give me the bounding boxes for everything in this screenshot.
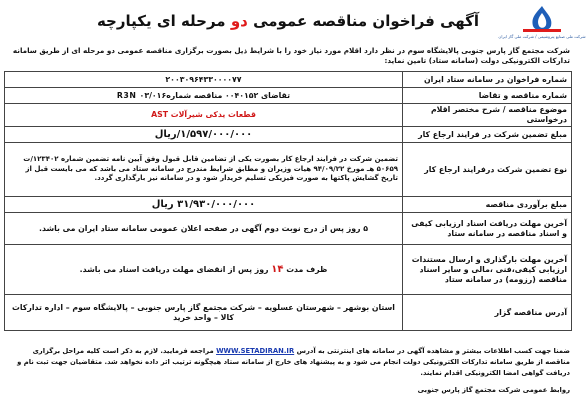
row-label: آخرین مهلت دریافت اسناد ارزیابی کیفی و اسناد مناقصه در سامانه ستاد [403, 213, 572, 245]
table-row [5, 88, 572, 104]
upload-deadline-days: ۱۴ [271, 263, 284, 275]
tender-details-table [4, 71, 572, 331]
row-label: مبلغ تضمین شرکت در فرایند ارجاع کار [403, 127, 572, 143]
footer-note [6, 346, 570, 379]
upload-deadline-text-end: روز پس از انقضای مهلت دریافت اسناد می باشد. [79, 264, 272, 274]
page-title [80, 12, 496, 30]
table-row [5, 295, 572, 331]
flame-logo-icon [517, 4, 567, 34]
footer-text-start: ضمنا جهت کسب اطلاعات بیشتر و مشاهده آگهی در سامانه های اینترنتی به آدرس [296, 347, 570, 355]
guarantee-amount: ۱/۵۹۷/۰۰۰/۰۰۰/ریال [5, 127, 403, 143]
setadiran-link[interactable]: WWW.SETADIRAN.IR [216, 347, 295, 355]
row-label: نوع تضمین شرکت درفرایند ارجاع کار [403, 143, 572, 197]
table-row [5, 72, 572, 88]
tender-call-number: ۲۰۰۳۰۹۶۴۳۳۰۰۰۰۷۷ [5, 72, 403, 88]
table-row [5, 127, 572, 143]
footer-text-end: مراجعه فرمایید. لازم به ذکر است کلیه مراحل برگزاری مناقصه از طریق سامانه تدارکات الکترونیکی دولت انجام می شود و به پیشنهاد های خارج از سامانه ستاد هیچگونه ترتیب اثر داده نخواهد شد. متقاضیان جهت ثبت نام و دریافت گواهی امضا الکترونیکی اقدام نمایند. [17, 347, 570, 377]
row-label: شماره مناقصه و تقاضا [403, 88, 572, 104]
table-row [5, 213, 572, 245]
guarantee-type: تضمین شرکت در فرایند ارجاع کار بصورت یکی از تضامین قابل قبول وفق آیین نامه تضمین شماره ۱۲۳۴۰۲/ت ۵۰۶۵۹ هـ مورخ ۹۴/۰۹/۲۲ هیات وزیران و مطابق شرایط مندرج در سامانه ستاد می باشد که می بایست قبل از تاریخ گشایش پاکتها به صورت فیزیکی تسلیم خریدار شود و در سامانه نیز بارگذاری گردد. [5, 143, 403, 197]
title-part-1: آگهی فراخوان مناقصه عمومی [247, 12, 480, 30]
row-label: آخرین مهلت بارگذاری و ارسال مستندات ارزیابی کیفی،فنی ،مالی و سایر اسناد مناقصه (رزومه) در سامانه ستاد [403, 245, 572, 295]
estimated-amount: ۳۱/۹۳۰/۰۰۰/۰۰۰ ریال [5, 197, 403, 213]
table-row [5, 143, 572, 197]
table-row [5, 245, 572, 295]
tender-number: تقاضای ۰۰۴۰۱۵۲ مناقصه شمارهR3N ۰۳/۰۱۶ [5, 88, 403, 104]
upload-deadline [5, 245, 403, 295]
logo-caption: شرکت ملی صنایع پتروشیمی / شرکت ملی گاز ایران [498, 34, 586, 39]
title-part-2: مرحله ای یکپارچه [96, 12, 231, 30]
intro-paragraph: شرکت مجتمع گاز پارس جنوبی پالایشگاه سوم در نظر دارد اقلام مورد نیاز خود را با شرایط ذیل بصورت برگزاری مناقصه عمومی دو مرحله ای از طریق سامانه تدارکات الکترونیکی دولت (سامانه ستاد) تامین نماید: [12, 46, 570, 65]
table-row [5, 104, 572, 127]
upload-deadline-text: ظرف مدت [283, 264, 328, 274]
tender-address: استان بوشهر – شهرستان عسلویه – شرکت مجتمع گاز پارس جنوبی – پالایشگاه سوم – اداره تدارکات کالا – واحد خرید [5, 295, 403, 331]
row-label: مبلغ برآوردی مناقصه [403, 197, 572, 213]
row-label: شماره فراخوان در سامانه ستاد ایران [403, 72, 572, 88]
tender-subject: قطعات یدکی شیرآلات AST [5, 104, 403, 127]
table-row [5, 197, 572, 213]
row-label: آدرس مناقصه گزار [403, 295, 572, 331]
company-logo [498, 4, 586, 44]
row-label: موضوع مناقصه / شرح مختصر اقلام درخواستی [403, 104, 572, 127]
documents-deadline: ۵ روز پس از درج نوبت دوم آگهی در صفحه اعلان عمومی سامانه ستاد ایران می باشد. [5, 213, 403, 245]
public-relations-signature: روابط عمومی شرکت مجتمع گاز پارس جنوبی [417, 386, 570, 394]
title-accent: دو [230, 12, 248, 30]
